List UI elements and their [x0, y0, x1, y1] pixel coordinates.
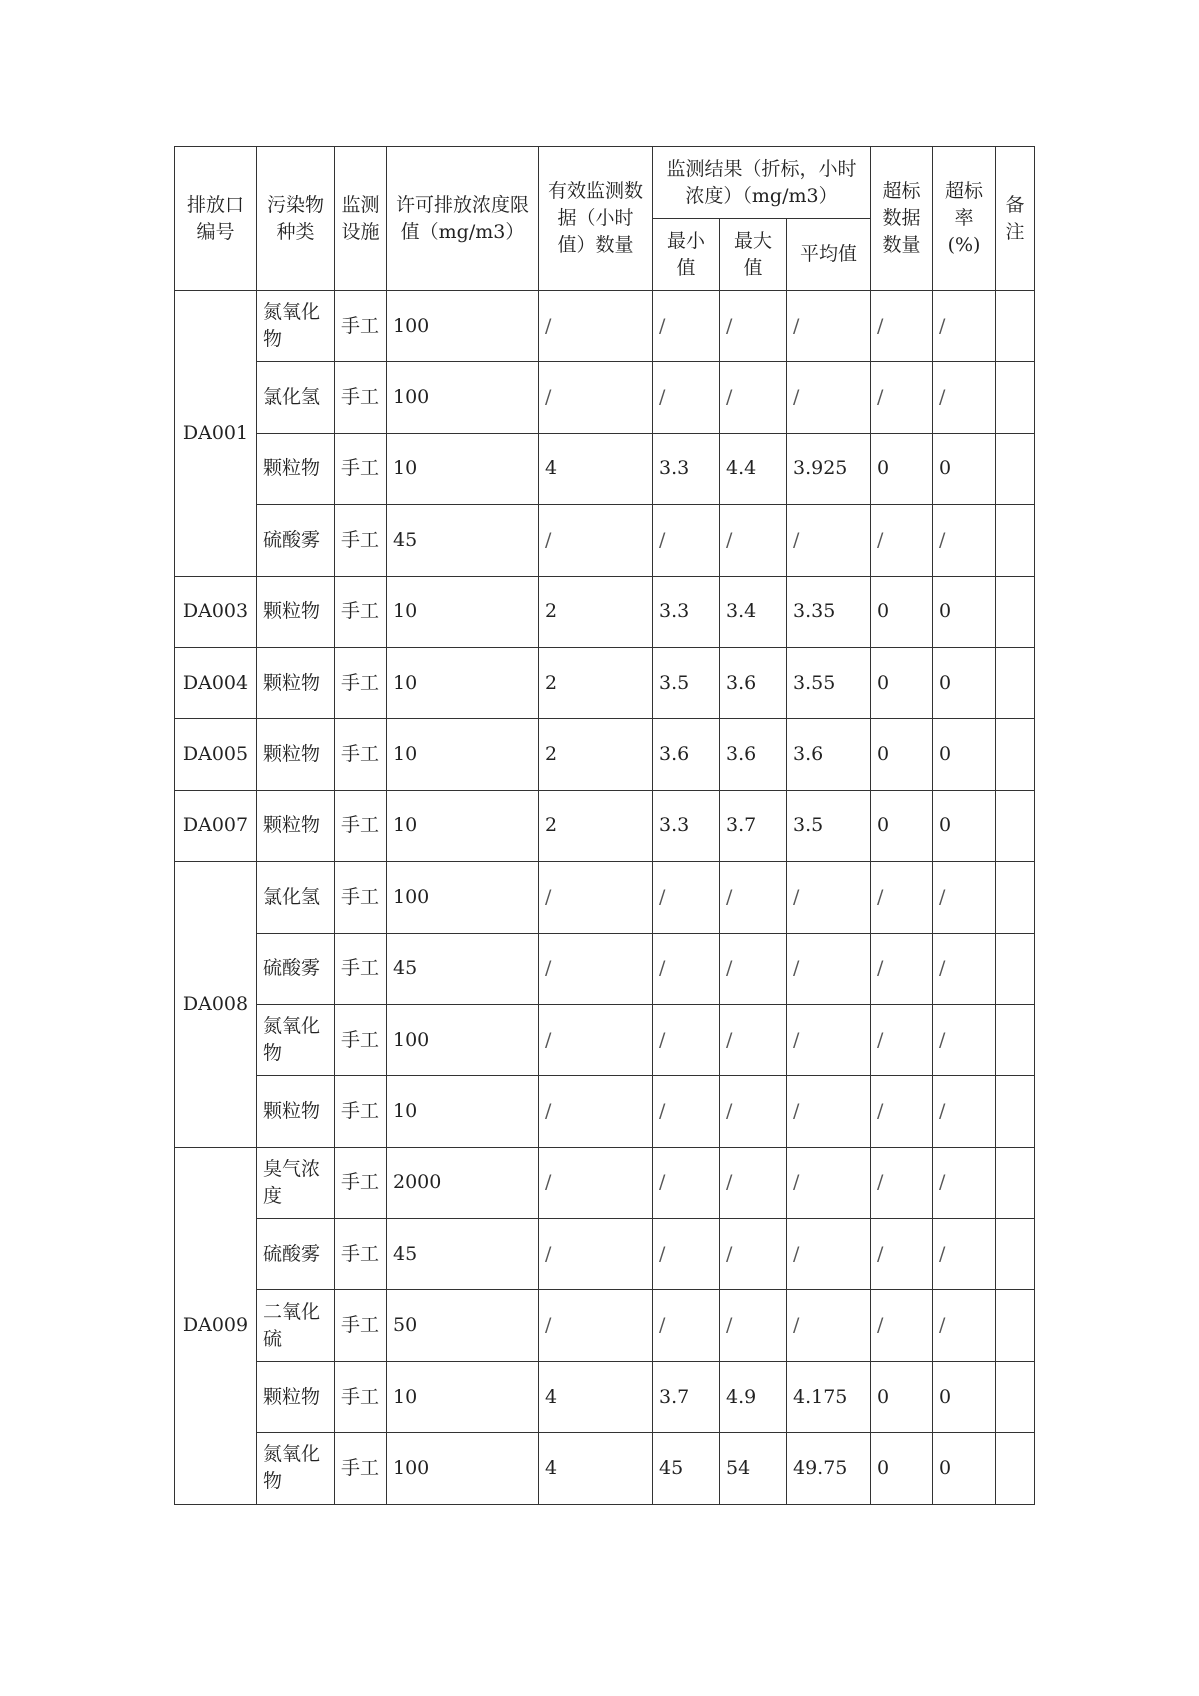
- exceed-count-cell: /: [871, 291, 933, 362]
- min-cell: 3.7: [653, 1361, 720, 1432]
- facility-cell: 手工: [335, 433, 387, 504]
- remark-cell: [996, 933, 1035, 1004]
- pollutant-cell: 氮氧化物: [257, 1433, 335, 1504]
- remark-cell: [996, 1076, 1035, 1147]
- min-cell: /: [653, 862, 720, 933]
- pollutant-cell: 颗粒物: [257, 647, 335, 718]
- exceed-rate-cell: 0: [933, 790, 996, 861]
- exceed-rate-cell: /: [933, 362, 996, 433]
- remark-cell: [996, 1290, 1035, 1361]
- facility-cell: 手工: [335, 1004, 387, 1075]
- outlet-cell: DA003: [175, 576, 257, 647]
- valid-count-cell: /: [539, 933, 653, 1004]
- exceed-count-cell: /: [871, 1076, 933, 1147]
- remark-cell: [996, 719, 1035, 790]
- exceed-rate-cell: /: [933, 1290, 996, 1361]
- min-cell: /: [653, 1147, 720, 1218]
- pollutant-cell: 颗粒物: [257, 719, 335, 790]
- max-cell: 3.4: [720, 576, 787, 647]
- valid-count-cell: 4: [539, 1433, 653, 1504]
- valid-count-cell: /: [539, 505, 653, 576]
- table-row: [175, 576, 1035, 647]
- valid-count-cell: /: [539, 362, 653, 433]
- valid-count-cell: /: [539, 1147, 653, 1218]
- outlet-cell: DA005: [175, 719, 257, 790]
- limit-cell: 45: [387, 1219, 539, 1290]
- table-row: [175, 1004, 1035, 1075]
- exceed-rate-cell: 0: [933, 576, 996, 647]
- max-cell: 54: [720, 1433, 787, 1504]
- remark-cell: [996, 505, 1035, 576]
- max-cell: /: [720, 362, 787, 433]
- min-cell: /: [653, 1290, 720, 1361]
- header-pollutant: 污染物种类: [257, 147, 335, 291]
- avg-cell: /: [787, 1147, 871, 1218]
- avg-cell: 49.75: [787, 1433, 871, 1504]
- min-cell: /: [653, 1076, 720, 1147]
- max-cell: /: [720, 1290, 787, 1361]
- table-body: [175, 291, 1035, 1505]
- exceed-rate-cell: 0: [933, 1361, 996, 1432]
- pollutant-cell: 颗粒物: [257, 576, 335, 647]
- limit-cell: 10: [387, 1076, 539, 1147]
- facility-cell: 手工: [335, 576, 387, 647]
- max-cell: 3.7: [720, 790, 787, 861]
- exceed-count-cell: /: [871, 862, 933, 933]
- valid-count-cell: 2: [539, 790, 653, 861]
- exceed-rate-cell: 0: [933, 647, 996, 718]
- table-row: [175, 1433, 1035, 1504]
- outlet-cell: DA007: [175, 790, 257, 861]
- exceed-count-cell: /: [871, 1004, 933, 1075]
- facility-cell: 手工: [335, 1433, 387, 1504]
- min-cell: 3.3: [653, 576, 720, 647]
- limit-cell: 45: [387, 933, 539, 1004]
- min-cell: /: [653, 362, 720, 433]
- header-valid-count: 有效监测数据（小时值）数量: [539, 147, 653, 291]
- table-row: [175, 1147, 1035, 1218]
- table-row: [175, 790, 1035, 861]
- exceed-rate-cell: /: [933, 1147, 996, 1218]
- limit-cell: 100: [387, 291, 539, 362]
- exceed-rate-cell: 0: [933, 719, 996, 790]
- remark-cell: [996, 1219, 1035, 1290]
- facility-cell: 手工: [335, 647, 387, 718]
- limit-cell: 10: [387, 576, 539, 647]
- max-cell: /: [720, 1147, 787, 1218]
- exceed-count-cell: /: [871, 505, 933, 576]
- avg-cell: 4.175: [787, 1361, 871, 1432]
- facility-cell: 手工: [335, 1076, 387, 1147]
- limit-cell: 10: [387, 647, 539, 718]
- limit-cell: 50: [387, 1290, 539, 1361]
- exceed-rate-cell: /: [933, 933, 996, 1004]
- exceed-rate-cell: 0: [933, 433, 996, 504]
- facility-cell: 手工: [335, 1147, 387, 1218]
- exceed-rate-cell: /: [933, 1076, 996, 1147]
- valid-count-cell: 4: [539, 1361, 653, 1432]
- facility-cell: 手工: [335, 862, 387, 933]
- pollutant-cell: 氮氧化物: [257, 1004, 335, 1075]
- avg-cell: /: [787, 933, 871, 1004]
- valid-count-cell: 2: [539, 576, 653, 647]
- min-cell: /: [653, 1004, 720, 1075]
- remark-cell: [996, 862, 1035, 933]
- table-row: [175, 1076, 1035, 1147]
- pollutant-cell: 臭气浓度: [257, 1147, 335, 1218]
- outlet-cell: DA001: [175, 291, 257, 577]
- limit-cell: 45: [387, 505, 539, 576]
- exceed-count-cell: /: [871, 933, 933, 1004]
- avg-cell: 3.35: [787, 576, 871, 647]
- facility-cell: 手工: [335, 1361, 387, 1432]
- min-cell: 45: [653, 1433, 720, 1504]
- exceed-count-cell: /: [871, 1147, 933, 1218]
- valid-count-cell: /: [539, 1219, 653, 1290]
- min-cell: /: [653, 291, 720, 362]
- avg-cell: /: [787, 862, 871, 933]
- avg-cell: /: [787, 505, 871, 576]
- pollutant-cell: 硫酸雾: [257, 505, 335, 576]
- facility-cell: 手工: [335, 291, 387, 362]
- pollutant-cell: 氯化氢: [257, 862, 335, 933]
- exceed-rate-cell: /: [933, 505, 996, 576]
- exceed-count-cell: 0: [871, 433, 933, 504]
- max-cell: /: [720, 291, 787, 362]
- exceed-count-cell: /: [871, 1290, 933, 1361]
- max-cell: 3.6: [720, 647, 787, 718]
- avg-cell: /: [787, 1076, 871, 1147]
- pollutant-cell: 颗粒物: [257, 1076, 335, 1147]
- remark-cell: [996, 433, 1035, 504]
- valid-count-cell: 4: [539, 433, 653, 504]
- header-max: 最大值: [720, 219, 787, 291]
- outlet-cell: DA008: [175, 862, 257, 1148]
- avg-cell: 3.6: [787, 719, 871, 790]
- table-row: [175, 291, 1035, 362]
- remark-cell: [996, 1147, 1035, 1218]
- min-cell: /: [653, 505, 720, 576]
- avg-cell: /: [787, 362, 871, 433]
- remark-cell: [996, 1433, 1035, 1504]
- facility-cell: 手工: [335, 790, 387, 861]
- table-row: [175, 647, 1035, 718]
- min-cell: /: [653, 933, 720, 1004]
- limit-cell: 2000: [387, 1147, 539, 1218]
- header-exceed-count: 超标数据数量: [871, 147, 933, 291]
- pollutant-cell: 氯化氢: [257, 362, 335, 433]
- pollutant-cell: 氮氧化物: [257, 291, 335, 362]
- remark-cell: [996, 790, 1035, 861]
- min-cell: 3.6: [653, 719, 720, 790]
- min-cell: 3.3: [653, 433, 720, 504]
- avg-cell: /: [787, 1290, 871, 1361]
- valid-count-cell: /: [539, 1076, 653, 1147]
- outlet-cell: DA004: [175, 647, 257, 718]
- exceed-count-cell: 0: [871, 1361, 933, 1432]
- facility-cell: 手工: [335, 1219, 387, 1290]
- exceed-rate-cell: /: [933, 291, 996, 362]
- header-result-group: 监测结果（折标，小时浓度）（mg/m3）: [653, 147, 871, 219]
- outlet-cell: DA009: [175, 1147, 257, 1504]
- table-row: [175, 933, 1035, 1004]
- table-row: [175, 1361, 1035, 1432]
- limit-cell: 10: [387, 433, 539, 504]
- max-cell: /: [720, 1219, 787, 1290]
- remark-cell: [996, 647, 1035, 718]
- remark-cell: [996, 362, 1035, 433]
- facility-cell: 手工: [335, 1290, 387, 1361]
- max-cell: 3.6: [720, 719, 787, 790]
- exceed-rate-cell: 0: [933, 1433, 996, 1504]
- avg-cell: /: [787, 1219, 871, 1290]
- max-cell: 4.4: [720, 433, 787, 504]
- valid-count-cell: /: [539, 862, 653, 933]
- avg-cell: 3.5: [787, 790, 871, 861]
- max-cell: /: [720, 862, 787, 933]
- max-cell: /: [720, 505, 787, 576]
- exceed-count-cell: 0: [871, 790, 933, 861]
- exceed-rate-cell: /: [933, 1004, 996, 1075]
- limit-cell: 10: [387, 1361, 539, 1432]
- table-header: [175, 147, 1035, 291]
- valid-count-cell: 2: [539, 647, 653, 718]
- remark-cell: [996, 576, 1035, 647]
- valid-count-cell: /: [539, 1290, 653, 1361]
- exceed-count-cell: 0: [871, 719, 933, 790]
- remark-cell: [996, 1004, 1035, 1075]
- valid-count-cell: /: [539, 1004, 653, 1075]
- avg-cell: /: [787, 1004, 871, 1075]
- table-row: [175, 362, 1035, 433]
- pollutant-cell: 颗粒物: [257, 790, 335, 861]
- facility-cell: 手工: [335, 719, 387, 790]
- pollutant-cell: 二氧化硫: [257, 1290, 335, 1361]
- header-avg: 平均值: [787, 219, 871, 291]
- avg-cell: 3.55: [787, 647, 871, 718]
- facility-cell: 手工: [335, 362, 387, 433]
- remark-cell: [996, 1361, 1035, 1432]
- exceed-count-cell: /: [871, 1219, 933, 1290]
- limit-cell: 100: [387, 862, 539, 933]
- header-min: 最小值: [653, 219, 720, 291]
- header-exceed-rate: 超标率(%): [933, 147, 996, 291]
- min-cell: /: [653, 1219, 720, 1290]
- exceed-rate-cell: /: [933, 1219, 996, 1290]
- min-cell: 3.3: [653, 790, 720, 861]
- table-row: [175, 862, 1035, 933]
- avg-cell: /: [787, 291, 871, 362]
- limit-cell: 100: [387, 362, 539, 433]
- table-row: [175, 1219, 1035, 1290]
- table-row: [175, 505, 1035, 576]
- limit-cell: 10: [387, 790, 539, 861]
- valid-count-cell: /: [539, 291, 653, 362]
- exceed-count-cell: 0: [871, 576, 933, 647]
- max-cell: /: [720, 1076, 787, 1147]
- max-cell: 4.9: [720, 1361, 787, 1432]
- facility-cell: 手工: [335, 505, 387, 576]
- exceed-count-cell: 0: [871, 1433, 933, 1504]
- valid-count-cell: 2: [539, 719, 653, 790]
- exceed-count-cell: 0: [871, 647, 933, 718]
- remark-cell: [996, 291, 1035, 362]
- limit-cell: 100: [387, 1433, 539, 1504]
- limit-cell: 10: [387, 719, 539, 790]
- pollutant-cell: 颗粒物: [257, 433, 335, 504]
- table-row: [175, 719, 1035, 790]
- limit-cell: 100: [387, 1004, 539, 1075]
- max-cell: /: [720, 1004, 787, 1075]
- header-limit: 许可排放浓度限值（mg/m3）: [387, 147, 539, 291]
- avg-cell: 3.925: [787, 433, 871, 504]
- pollutant-cell: 硫酸雾: [257, 1219, 335, 1290]
- max-cell: /: [720, 933, 787, 1004]
- exceed-rate-cell: /: [933, 862, 996, 933]
- header-facility: 监测设施: [335, 147, 387, 291]
- table-row: [175, 1290, 1035, 1361]
- pollutant-cell: 硫酸雾: [257, 933, 335, 1004]
- header-outlet: 排放口编号: [175, 147, 257, 291]
- facility-cell: 手工: [335, 933, 387, 1004]
- monitoring-results-table: [174, 146, 1035, 1505]
- header-remark: 备注: [996, 147, 1035, 291]
- pollutant-cell: 颗粒物: [257, 1361, 335, 1432]
- min-cell: 3.5: [653, 647, 720, 718]
- table-row: [175, 433, 1035, 504]
- exceed-count-cell: /: [871, 362, 933, 433]
